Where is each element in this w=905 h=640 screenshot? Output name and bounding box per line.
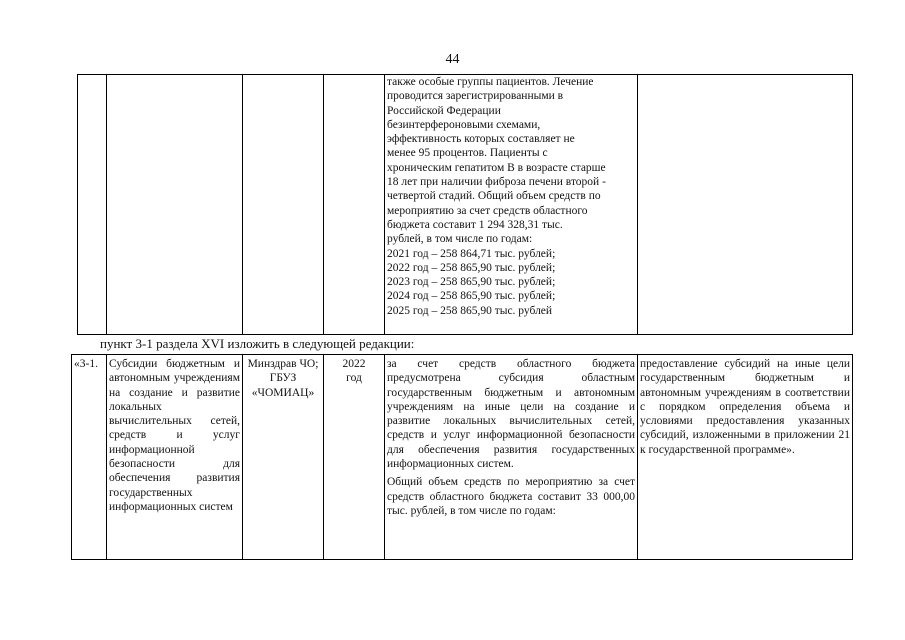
text-line: бюджета составит 1 294 328,31 тыс. bbox=[387, 218, 563, 231]
text-line: проводится зарегистрированными в bbox=[387, 90, 564, 103]
year-cell bbox=[324, 355, 385, 560]
executor-line: Минздрав ЧО; bbox=[247, 358, 319, 370]
text-line: четвертой стадий. Общий объем средств по bbox=[387, 190, 601, 203]
executor-cell bbox=[243, 75, 324, 335]
name-cell: Субсидии бюджетным и автономным учреждениям на создание и развитие локальных вычислительных сетей, средств и услуг информационной безопасности для обеспечения развития государственных информационных систем bbox=[107, 355, 243, 560]
text-line: также особые группы пациентов. Лечение bbox=[387, 76, 594, 88]
text-line: хроническим гепатитом В в возрасте старше bbox=[387, 161, 606, 174]
year-cell bbox=[324, 75, 385, 335]
amendment-table bbox=[71, 354, 853, 560]
text-line: 2022 год – 258 865,90 тыс. рублей; bbox=[387, 261, 556, 274]
description-cell bbox=[385, 75, 638, 335]
executor-line: «ЧОМИАЦ» bbox=[251, 386, 315, 399]
text-line: рублей, в том числе по годам: bbox=[387, 233, 533, 246]
text-line: 2023 год – 258 865,90 тыс. рублей; bbox=[387, 276, 556, 289]
number-cell: «3-1. bbox=[72, 355, 107, 560]
text-line: 2025 год – 258 865,90 тыс. рублей bbox=[387, 304, 553, 317]
text-line: 2024 год – 258 865,90 тыс. рублей; bbox=[387, 290, 556, 303]
year-line: год bbox=[346, 372, 362, 385]
table-row bbox=[72, 355, 853, 560]
description-paragraph: за счет средств областного бюджета предусмотрена субсидия областным государственным бюджетным и автономным учреждениям на иные цели на создание и развитие локальных вычислительных сетей, средств и услуг информационной безопасности для обеспечения развития государственных информационных систем. bbox=[387, 358, 635, 471]
number-cell bbox=[78, 75, 107, 335]
description-cell bbox=[385, 355, 638, 560]
table-row bbox=[78, 75, 853, 335]
description-paragraph: Общий объем средств по мероприятию за счет средств областного бюджета составит 33 000,00 тыс. рублей, в том числе по годам: bbox=[387, 476, 635, 517]
text-line: менее 95 процентов. Пациенты с bbox=[387, 147, 548, 160]
result-cell bbox=[638, 75, 853, 335]
continued-table bbox=[77, 74, 853, 335]
text-line: 2021 год – 258 864,71 тыс. рублей; bbox=[387, 247, 556, 260]
executor-line: ГБУЗ bbox=[269, 372, 297, 385]
executor-cell bbox=[243, 355, 324, 560]
name-cell bbox=[107, 75, 243, 335]
text-line: Российской Федерации bbox=[387, 104, 501, 117]
text-line: безинтерфероновыми схемами, bbox=[387, 118, 541, 131]
year-line: 2022 bbox=[342, 358, 366, 370]
text-line: эффективность которых составляет не bbox=[387, 133, 575, 146]
text-line: мероприятию за счет средств областного bbox=[387, 204, 588, 217]
page-number: 44 bbox=[445, 52, 460, 67]
section-caption: пункт 3-1 раздела XVI изложить в следующей редакции: bbox=[100, 336, 415, 351]
result-cell: предоставление субсидий на иные цели государственным бюджетным и автономным учреждениям в соответствии с порядком определения объема и условиями предоставления указанных субсидий, изложенными в приложении 21 к государственной программе». bbox=[638, 355, 853, 560]
text-line: 18 лет при наличии фиброза печени второй - bbox=[387, 176, 606, 189]
